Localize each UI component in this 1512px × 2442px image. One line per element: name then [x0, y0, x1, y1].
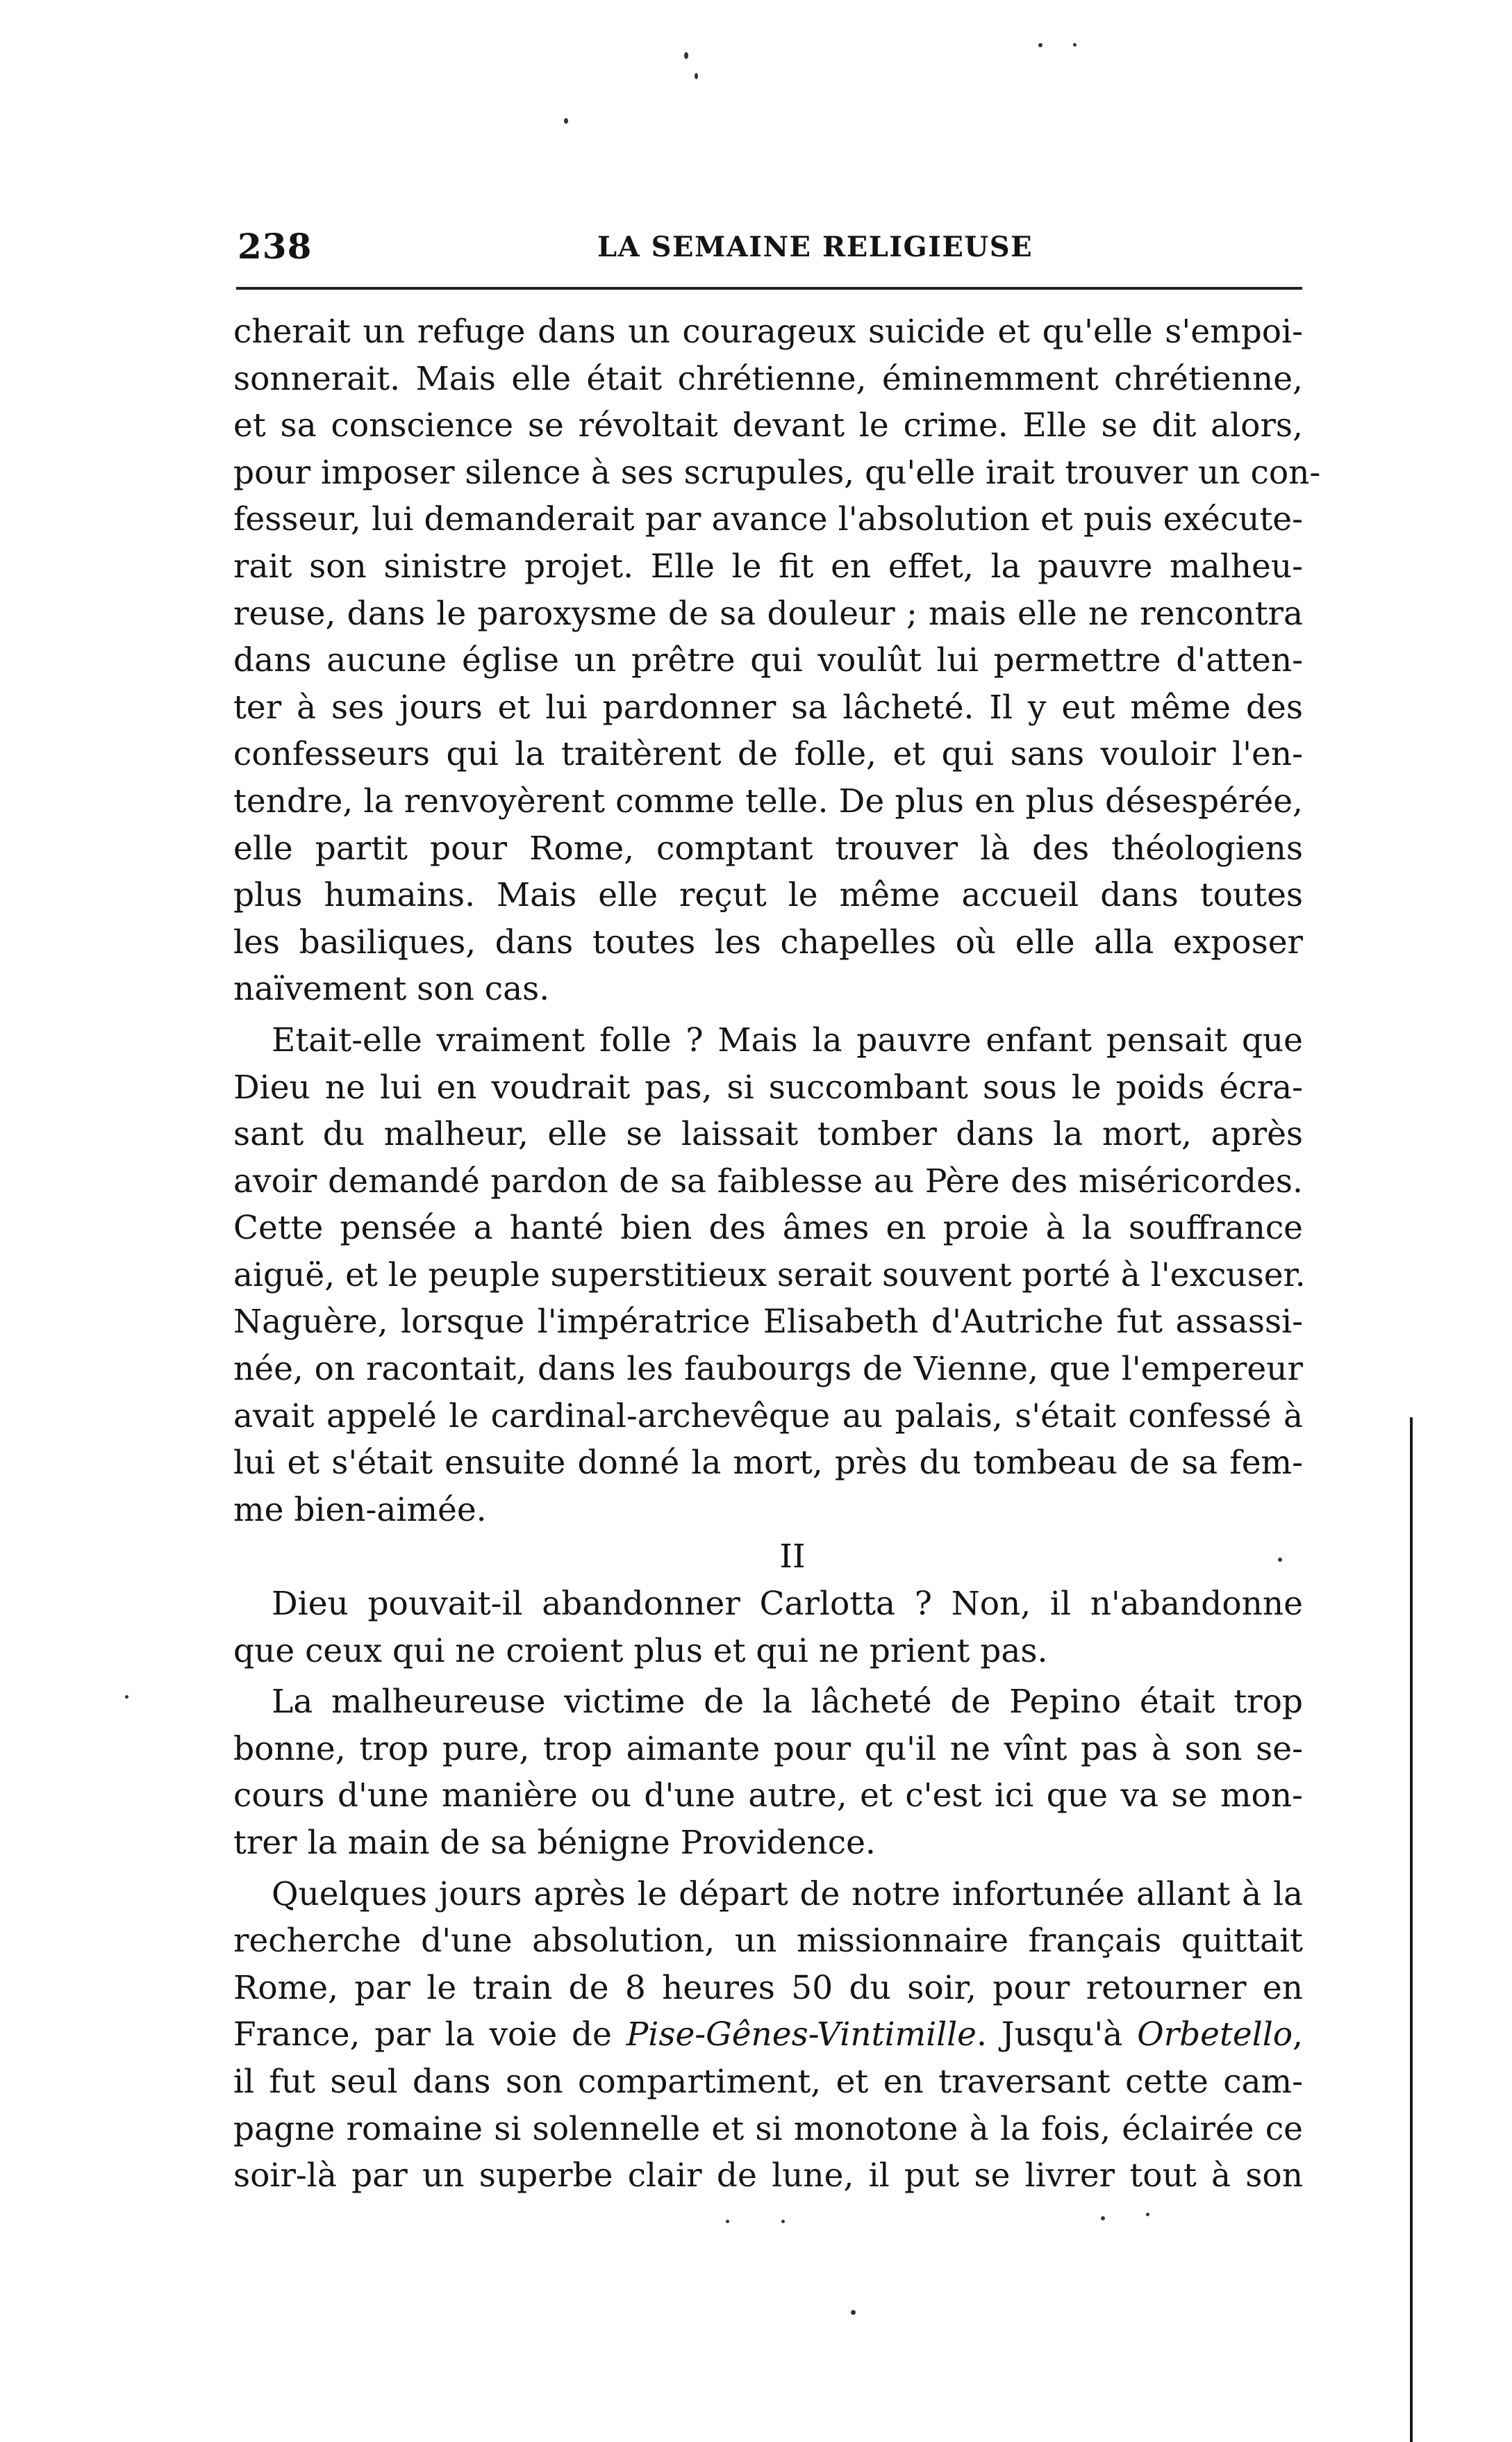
text-line: Dieu pouvait-il abandonner Carlotta ? Non, il n'abandonne: [272, 1585, 1303, 1624]
text-line: sonnerait. Mais elle était chrétienne, éminemment chrétienne,: [233, 359, 1303, 398]
scan-speck: [695, 73, 698, 79]
text-line: confesseurs qui la traitèrent de folle, et qui sans vouloir l'en-: [233, 735, 1303, 774]
text-line: ter à ses jours et lui pardonner sa lâcheté. Il y eut même des: [233, 688, 1303, 727]
text-line: reuse, dans le paroxysme de sa douleur ; mais elle ne rencontra: [233, 594, 1303, 633]
scan-speck: [125, 1695, 128, 1699]
scan-speck: [851, 2310, 856, 2315]
text-line: soir-là par un superbe clair de lune, il put se livrer tout à son: [233, 2156, 1303, 2195]
text-line: cherait un refuge dans un courageux suicide et qu'elle s'empoi-: [233, 313, 1303, 351]
text-line: sant du malheur, elle se laissait tomber dans la mort, après: [233, 1115, 1303, 1154]
text-line: née, on racontait, dans les faubourgs de Vienne, que l'empereur: [233, 1350, 1303, 1389]
text-line: La malheureuse victime de la lâcheté de Pepino était trop: [272, 1683, 1303, 1722]
text-line: dans aucune église un prêtre qui voulût lui permettre d'atten-: [233, 641, 1303, 680]
text-line: elle partit pour Rome, comptant trouver là des théologiens: [233, 829, 1303, 868]
text-line: tendre, la renvoyèrent comme telle. De plus en plus désespérée,: [233, 782, 1303, 820]
text-line: rait son sinistre projet. Elle le fit en effet, la pauvre malheu-: [233, 547, 1303, 586]
text-line: naïvement son cas.: [233, 970, 550, 1009]
text-line: avait appelé le cardinal-archevêque au palais, s'était confessé à: [233, 1396, 1303, 1435]
scan-speck: [684, 52, 688, 59]
text-line-with-place-names: [233, 2011, 1303, 2059]
text-line: Quelques jours après le départ de notre infortunée allant à la: [272, 1874, 1303, 1913]
text-line: pagne romaine si solennelle et si monotone à la fois, éclairée ce: [233, 2109, 1303, 2148]
text-line: Cette pensée a hanté bien des âmes en proie à la souffrance: [233, 1209, 1303, 1248]
scan-speck: [1038, 43, 1042, 47]
text-line: trer la main de sa bénigne Providence.: [233, 1824, 876, 1862]
text-line: bonne, trop pure, trop aimante pour qu'il ne vînt pas à son se-: [233, 1729, 1303, 1768]
text-line: cours d'une manière ou d'une autre, et c'est ici que va se mon-: [233, 1776, 1303, 1815]
text-line: pour imposer silence à ses scrupules, qu'elle irait trouver un con-: [233, 453, 1321, 492]
scan-speck: [1278, 1558, 1282, 1562]
text-segment: ,: [1293, 2015, 1303, 2054]
text-line: lui et s'était ensuite donné la mort, près du tombeau de sa fem-: [233, 1444, 1303, 1483]
text-line: aiguë, et le peuple superstitieux serait souvent porté à l'excuser.: [233, 1255, 1306, 1294]
text-line: plus humains. Mais elle reçut le même accueil dans toutes: [233, 876, 1303, 915]
text-line: Rome, par le train de 8 heures 50 du soir, pour retourner en: [233, 1968, 1303, 2007]
text-line: Etait-elle vraiment folle ? Mais la pauvre enfant pensait que: [272, 1021, 1303, 1059]
text-line: il fut seul dans son compartiment, et en traversant cette cam-: [233, 2062, 1303, 2101]
text-segment: . Jusqu'à: [977, 2015, 1138, 2054]
scan-margin-edge: [1410, 1417, 1413, 2442]
text-segment: France, par la voie de: [233, 2015, 626, 2054]
italic-place-name: Orbetello: [1137, 2015, 1293, 2054]
page-number: 238: [238, 226, 313, 267]
scan-speck: [564, 118, 568, 124]
running-title: LA SEMAINE RELIGIEUSE: [597, 231, 1033, 263]
section-heading: II: [779, 1537, 806, 1576]
scan-speck: [1146, 2213, 1149, 2216]
text-line: les basiliques, dans toutes les chapelles où elle alla exposer: [233, 923, 1303, 962]
italic-route-name: Pise-Gênes-Vintimille: [626, 2015, 977, 2054]
header-rule: [236, 287, 1302, 290]
scan-speck: [781, 2220, 785, 2223]
text-line: recherche d'une absolution, un missionnaire français quittait: [233, 1922, 1303, 1961]
text-line: avoir demandé pardon de sa faiblesse au Père des miséricordes.: [233, 1162, 1303, 1201]
scan-speck: [726, 2220, 729, 2223]
text-line: Naguère, lorsque l'impératrice Elisabeth d'Autriche fut assassi-: [233, 1303, 1303, 1342]
body-text: [233, 308, 1321, 2200]
text-line: et sa conscience se révoltait devant le crime. Elle se dit alors,: [233, 406, 1303, 445]
text-line: Dieu ne lui en voudrait pas, si succombant sous le poids écra-: [233, 1068, 1303, 1107]
scan-speck: [1073, 43, 1077, 47]
scan-speck: [1101, 2216, 1105, 2220]
text-line: me bien-aimée.: [233, 1490, 487, 1529]
text-line: fesseur, lui demanderait par avance l'absolution et puis exécute-: [233, 500, 1303, 539]
text-line: que ceux qui ne croient plus et qui ne prient pas.: [233, 1631, 1048, 1670]
